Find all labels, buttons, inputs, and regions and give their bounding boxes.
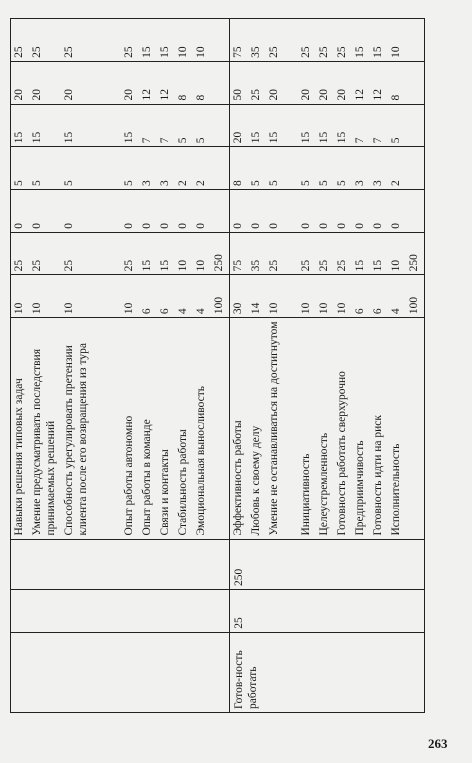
value-cell: 10	[177, 259, 189, 272]
value-cell: 25	[13, 259, 25, 272]
value-column	[11, 147, 230, 190]
value-cell: 8	[390, 94, 402, 101]
value-cell: 15	[354, 46, 366, 58]
value-cell: 15	[318, 131, 330, 144]
sum-cell: 250	[213, 254, 225, 272]
criterion-name: Любовь к своему делу	[250, 425, 262, 536]
value-cell: 20	[63, 89, 75, 101]
value-cell: 15	[13, 131, 25, 144]
value-cell: 7	[159, 137, 171, 144]
sum-cell	[406, 190, 424, 232]
value-cell: 6	[141, 308, 153, 315]
criterion-name: Готовность работать сверхурочно	[336, 371, 348, 536]
value-column	[11, 275, 230, 318]
value-cell: 5	[336, 180, 348, 186]
value-cell: 4	[195, 308, 207, 315]
criterion-name: Готовность идти на риск	[372, 415, 384, 536]
value-column	[230, 275, 425, 318]
value-cell: 12	[372, 89, 384, 101]
sum-cell	[211, 147, 229, 189]
value-cell: 2	[195, 180, 207, 186]
section-total	[11, 539, 230, 589]
value-cell: 20	[300, 89, 312, 101]
value-cell: 20	[31, 89, 43, 101]
sum-cell	[406, 19, 424, 61]
sum-cell	[211, 105, 229, 147]
value-cell: 15	[372, 46, 384, 58]
sum-cell	[406, 62, 424, 104]
value-cell: 25	[123, 46, 135, 58]
section-row	[230, 19, 425, 713]
value-cell: 20	[13, 89, 25, 101]
criterion-name: Способность урегулировать претензии клиента после его возвращения из тура	[63, 343, 90, 536]
value-cell: 25	[336, 46, 348, 58]
criterion-name: Целеустремленность	[318, 432, 330, 536]
value-cell: 5	[318, 180, 330, 186]
value-cell: 12	[354, 89, 366, 101]
value-cell: 25	[300, 259, 312, 272]
value-cell: 20	[336, 89, 348, 101]
value-cell: 0	[159, 222, 171, 229]
value-cell: 15	[123, 131, 135, 144]
value-cell: 0	[123, 222, 135, 229]
value-cell: 10	[300, 302, 312, 315]
section-weight: 25	[230, 590, 425, 633]
value-cell: 10	[390, 259, 402, 272]
value-cell: 7	[372, 137, 384, 144]
value-cell: 75	[232, 46, 244, 58]
value-cell: 5	[268, 180, 280, 186]
value-cell: 6	[372, 308, 384, 315]
criterion-name: Исполнительность	[390, 443, 402, 536]
sum-cell	[406, 147, 424, 189]
value-column	[11, 104, 230, 147]
sum-cell	[211, 190, 229, 232]
value-cell: 25	[63, 259, 75, 272]
value-cell: 10	[123, 302, 135, 315]
value-cell: 25	[13, 46, 25, 58]
value-cell: 0	[250, 222, 262, 229]
value-cell: 10	[63, 302, 75, 315]
page-number: 263	[428, 736, 448, 751]
value-cell: 25	[268, 259, 280, 272]
value-cell: 15	[336, 131, 348, 144]
value-cell: 0	[268, 222, 280, 229]
value-cell: 0	[141, 222, 153, 229]
sum-cell	[406, 105, 424, 147]
value-cell: 12	[159, 89, 171, 101]
value-cell: 15	[250, 131, 262, 144]
criterion-name: Предприимчивость	[354, 440, 366, 536]
value-cell: 15	[141, 46, 153, 58]
value-cell: 12	[141, 89, 153, 101]
value-cell: 0	[336, 222, 348, 229]
value-cell: 8	[232, 180, 244, 186]
value-cell: 5	[31, 180, 43, 186]
section-label: Готов-ность работать	[230, 632, 425, 712]
value-cell: 10	[195, 46, 207, 58]
value-cell: 25	[63, 46, 75, 58]
criterion-name: Умение предусматривать последствия принимаемых решений	[31, 349, 58, 536]
sum-cell: 100	[408, 296, 420, 315]
value-cell: 10	[13, 302, 25, 315]
value-cell: 4	[177, 308, 189, 315]
rotated-table-container	[10, 18, 466, 713]
value-cell: 5	[390, 137, 402, 144]
value-cell: 0	[318, 222, 330, 229]
value-cell: 7	[141, 137, 153, 144]
value-cell: 25	[300, 46, 312, 58]
criterion-sum-spacer	[211, 318, 229, 538]
value-cell: 3	[141, 180, 153, 186]
value-cell: 25	[336, 259, 348, 272]
value-column	[230, 232, 425, 275]
value-cell: 30	[232, 302, 244, 315]
value-cell: 0	[372, 222, 384, 229]
criterion-name: Эмоциональная выносливость	[195, 385, 207, 536]
value-cell: 5	[195, 137, 207, 144]
value-cell: 0	[13, 222, 25, 229]
value-cell: 10	[268, 302, 280, 315]
value-cell: 15	[31, 131, 43, 144]
value-cell: 50	[232, 89, 244, 101]
section-label	[11, 632, 230, 712]
value-column	[11, 61, 230, 104]
value-cell: 35	[250, 46, 262, 58]
section-row	[11, 19, 230, 713]
value-column	[11, 19, 230, 62]
value-cell: 5	[300, 180, 312, 186]
value-column	[230, 61, 425, 104]
value-cell: 0	[63, 222, 75, 229]
section-weight	[11, 590, 230, 633]
value-cell: 10	[177, 46, 189, 58]
value-cell: 0	[300, 222, 312, 229]
value-cell: 25	[123, 259, 135, 272]
value-cell: 7	[354, 137, 366, 144]
criterion-name: Умение не останавливаться на достигнутом	[268, 321, 280, 536]
value-cell: 3	[372, 180, 384, 186]
criterion-name: Опыт работы в команде	[141, 419, 153, 536]
value-column	[230, 104, 425, 147]
value-column	[230, 189, 425, 232]
value-cell: 10	[336, 302, 348, 315]
value-cell: 20	[268, 89, 280, 101]
criterion-name: Навыки решения типовых задач	[13, 378, 25, 536]
value-column	[230, 19, 425, 62]
section-total: 250	[230, 539, 425, 589]
sum-cell: 250	[408, 254, 420, 272]
value-cell: 15	[63, 131, 75, 144]
sum-cell	[211, 62, 229, 104]
value-cell: 25	[250, 89, 262, 101]
value-cell: 15	[159, 259, 171, 272]
value-cell: 0	[354, 222, 366, 229]
value-column	[230, 147, 425, 190]
value-cell: 2	[390, 180, 402, 186]
sum-cell: 100	[213, 296, 225, 315]
criteria-list	[230, 318, 425, 539]
value-cell: 5	[13, 180, 25, 186]
sum-cell	[211, 19, 229, 61]
value-cell: 20	[123, 89, 135, 101]
value-cell: 2	[177, 180, 189, 186]
value-cell: 0	[232, 222, 244, 229]
criterion-name: Стабильность работы	[177, 429, 189, 536]
criterion-sum-spacer	[406, 318, 424, 538]
criterion-name: Инициативность	[300, 453, 312, 536]
value-cell: 25	[318, 259, 330, 272]
value-cell: 8	[195, 94, 207, 101]
value-cell: 4	[390, 308, 402, 315]
value-cell: 0	[31, 222, 43, 229]
value-cell: 25	[318, 46, 330, 58]
value-cell: 15	[354, 259, 366, 272]
criterion-name: Опыт работы автономно	[123, 415, 135, 536]
value-cell: 75	[232, 259, 244, 272]
value-cell: 5	[123, 180, 135, 186]
value-cell: 6	[159, 308, 171, 315]
scoring-table	[10, 18, 425, 713]
value-cell: 15	[268, 131, 280, 144]
value-cell: 15	[300, 131, 312, 144]
value-cell: 6	[354, 308, 366, 315]
value-cell: 15	[141, 259, 153, 272]
value-cell: 14	[250, 302, 262, 315]
criterion-name: Эффективность работы	[232, 420, 244, 536]
value-cell: 10	[31, 302, 43, 315]
value-cell: 25	[31, 259, 43, 272]
value-cell: 20	[232, 131, 244, 144]
value-cell: 15	[159, 46, 171, 58]
value-cell: 0	[195, 222, 207, 229]
value-cell: 8	[177, 94, 189, 101]
value-cell: 0	[390, 222, 402, 229]
criteria-list	[11, 318, 230, 539]
criterion-name: Связи и контакты	[159, 449, 171, 536]
value-column	[11, 232, 230, 275]
value-cell: 25	[268, 46, 280, 58]
value-cell: 20	[318, 89, 330, 101]
value-cell: 10	[390, 46, 402, 58]
value-cell: 10	[195, 259, 207, 272]
value-cell: 10	[318, 302, 330, 315]
value-column	[11, 189, 230, 232]
value-cell: 3	[354, 180, 366, 186]
value-cell: 25	[31, 46, 43, 58]
value-cell: 5	[177, 137, 189, 144]
value-cell: 15	[372, 259, 384, 272]
value-cell: 5	[250, 180, 262, 186]
value-cell: 5	[63, 180, 75, 186]
value-cell: 0	[177, 222, 189, 229]
value-cell: 3	[159, 180, 171, 186]
value-cell: 35	[250, 259, 262, 272]
